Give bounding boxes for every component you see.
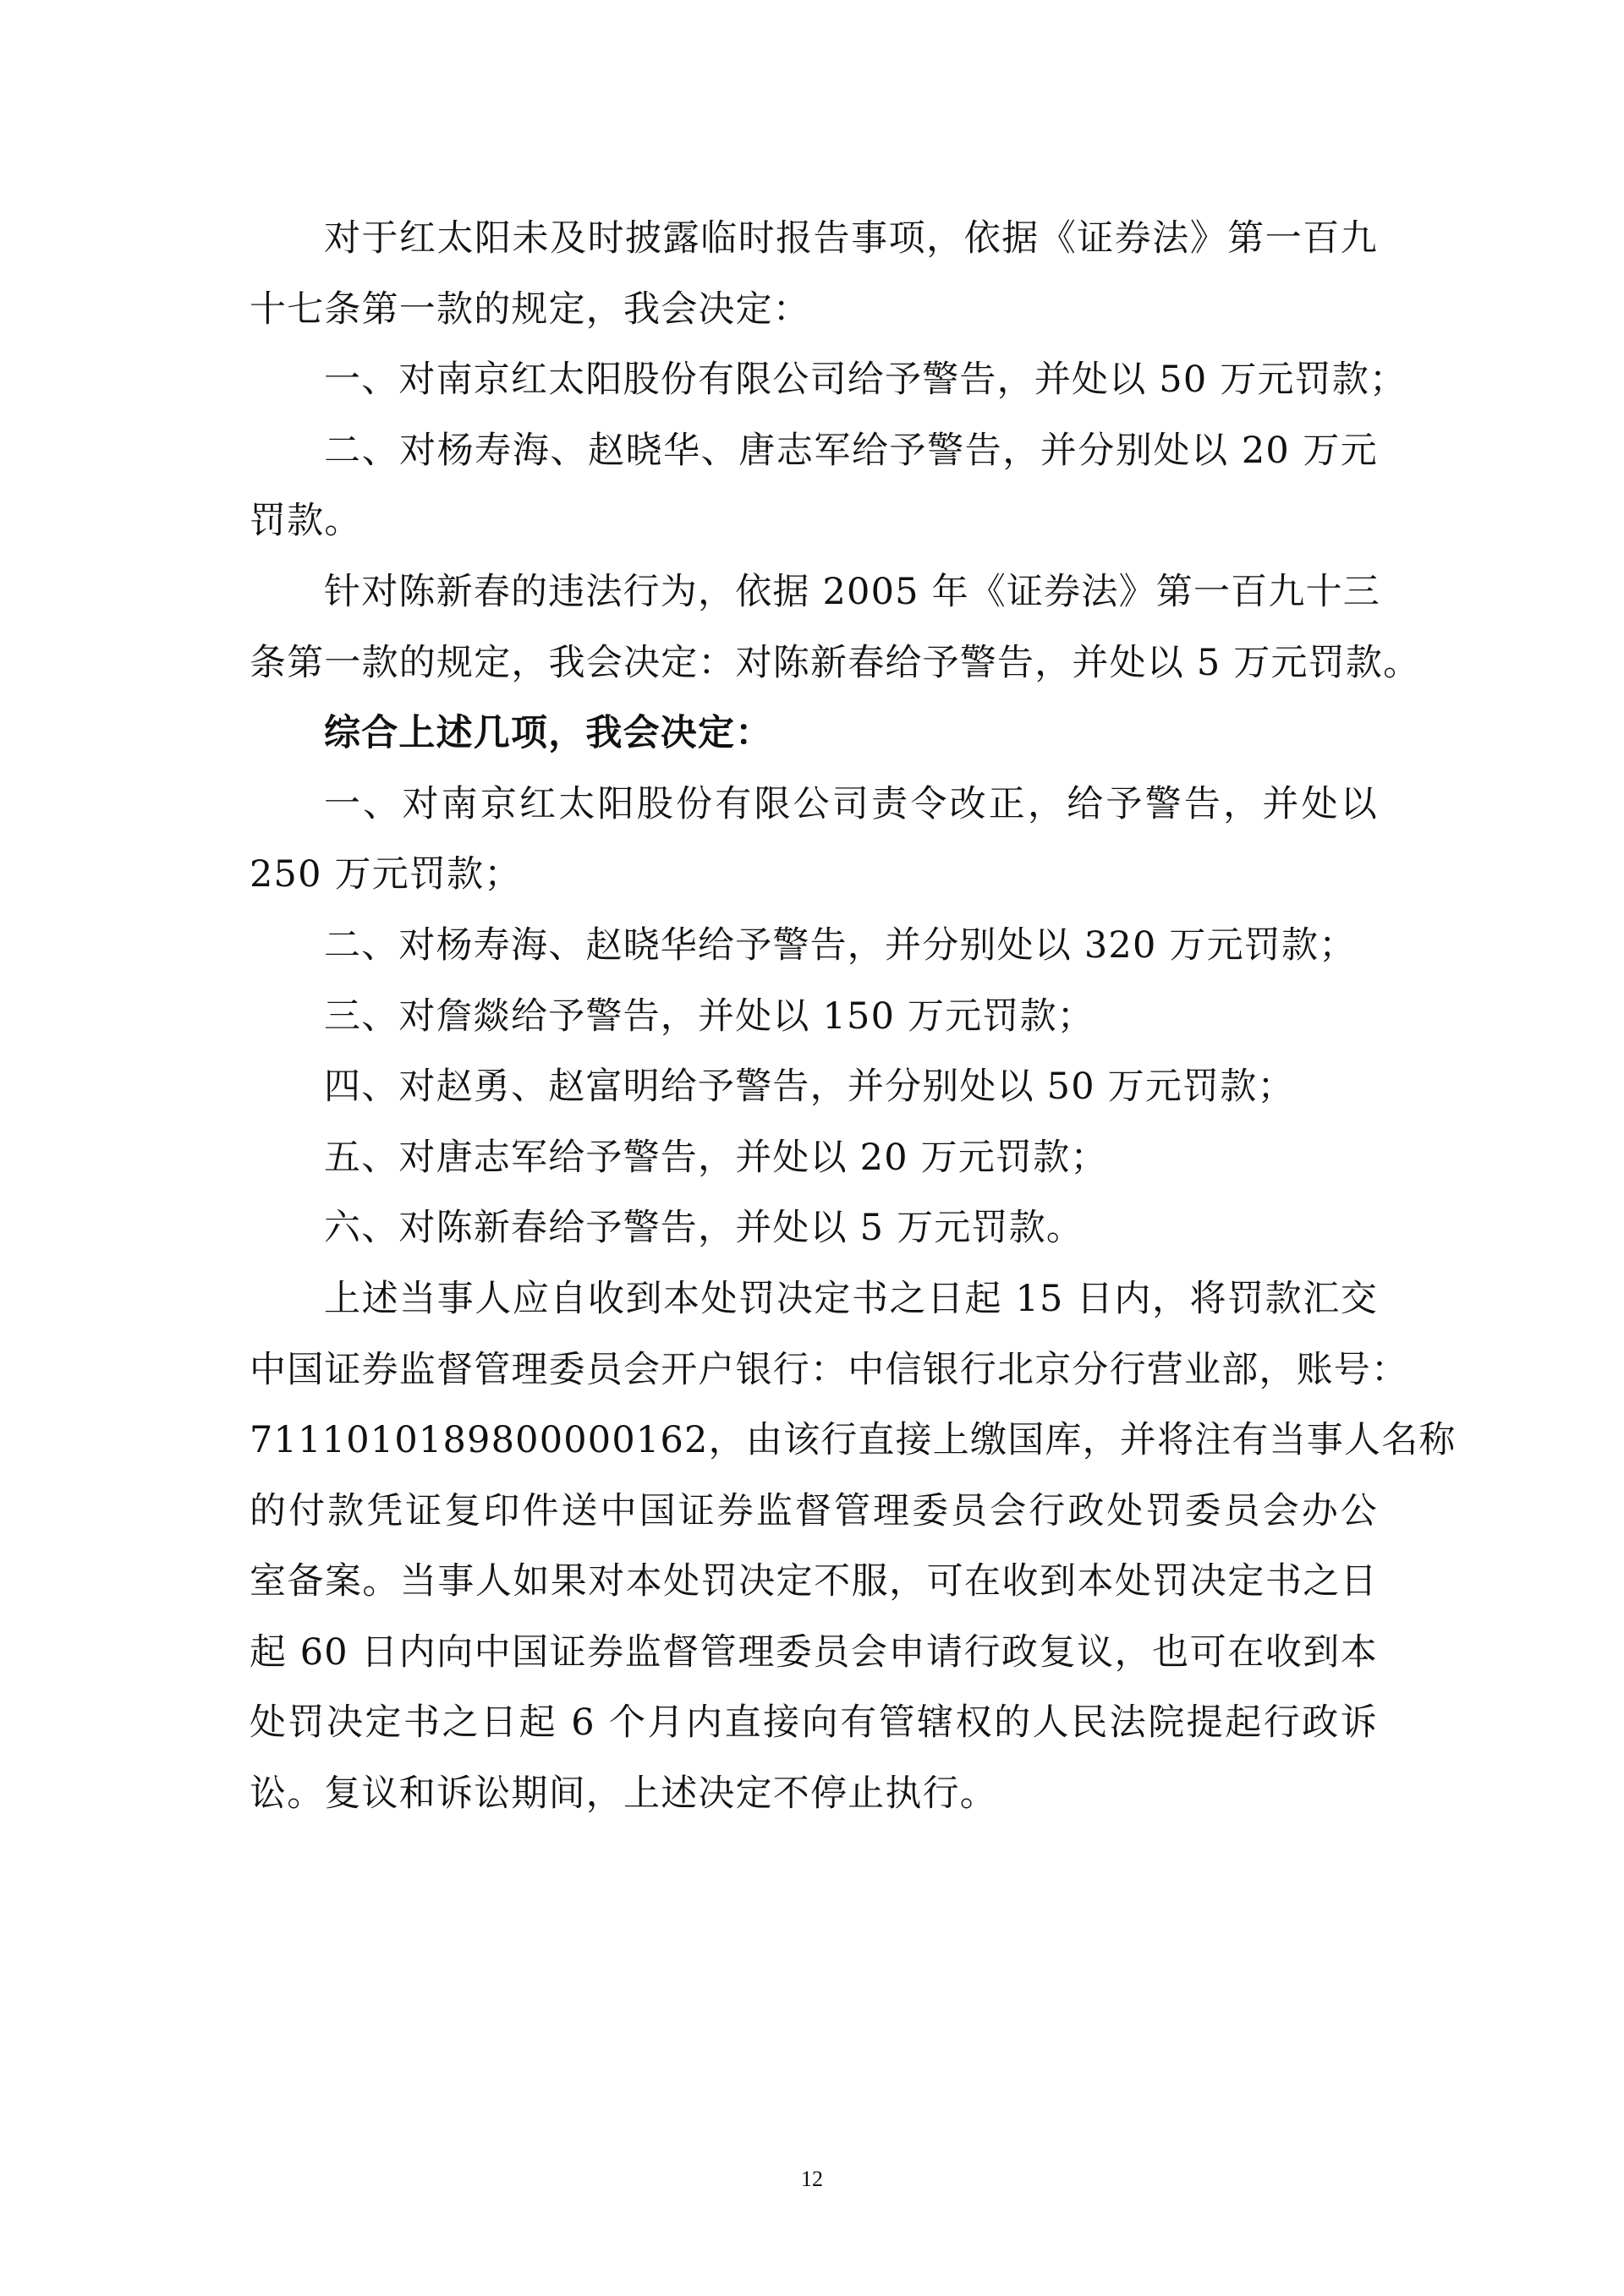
text-line: 上述当事人应自收到本处罚决定书之日起 15 日内，将罚款汇交 — [324, 1277, 1378, 1320]
text-line: 中国证券监督管理委员会开户银行：中信银行北京分行营业部，账号： — [250, 1348, 1409, 1391]
section-heading: 综合上述几项，我会决定： — [324, 712, 773, 755]
text-line: 四、对赵勇、赵富明给予警告，并分别处以 50 万元罚款； — [324, 1066, 1295, 1109]
text-line: 讼。复议和诉讼期间，上述决定不停止执行。 — [250, 1773, 997, 1816]
text-line: 250 万元罚款； — [250, 853, 522, 896]
text-line: 二、对杨寿海、赵晓华、唐志军给予警告，并分别处以 20 万元 — [324, 429, 1378, 472]
text-line: 的付款凭证复印件送中国证券监督管理委员会行政处罚委员会办公 — [250, 1489, 1378, 1532]
text-line: 十七条第一款的规定，我会决定： — [250, 288, 810, 331]
text-line: 处罚决定书之日起 6 个月内直接向有管辖权的人民法院提起行政诉 — [250, 1701, 1378, 1745]
text-line: 六、对陈新春给予警告，并处以 5 万元罚款。 — [324, 1207, 1084, 1250]
text-line: 起 60 日内向中国证券监督管理委员会申请行政复议，也可在收到本 — [250, 1630, 1378, 1674]
text-line: 二、对杨寿海、赵晓华给予警告，并分别处以 320 万元罚款； — [324, 923, 1357, 967]
text-line: 一、对南京红太阳股份有限公司责令改正，给予警告，并处以 — [324, 782, 1378, 825]
text-line: 对于红太阳未及时披露临时报告事项，依据《证券法》第一百九 — [324, 217, 1378, 260]
text-line: 7111010189800000162，由该行直接上缴国库，并将注有当事人名称 — [250, 1419, 1457, 1462]
page-number: 12 — [801, 2167, 823, 2191]
text-line: 室备案。当事人如果对本处罚决定不服，可在收到本处罚决定书之日 — [250, 1560, 1378, 1603]
text-line: 针对陈新春的违法行为，依据 2005 年《证券法》第一百九十三 — [324, 570, 1380, 613]
text-line: 一、对南京红太阳股份有限公司给予警告，并处以 50 万元罚款； — [324, 359, 1407, 402]
text-line: 条第一款的规定，我会决定：对陈新春给予警告，并处以 5 万元罚款。 — [250, 641, 1421, 684]
text-line: 三、对詹燚给予警告，并处以 150 万元罚款； — [324, 995, 1095, 1038]
document-body — [250, 204, 1457, 1830]
text-line: 五、对唐志军给予警告，并处以 20 万元罚款； — [324, 1136, 1108, 1179]
text-line: 罚款。 — [250, 500, 362, 543]
